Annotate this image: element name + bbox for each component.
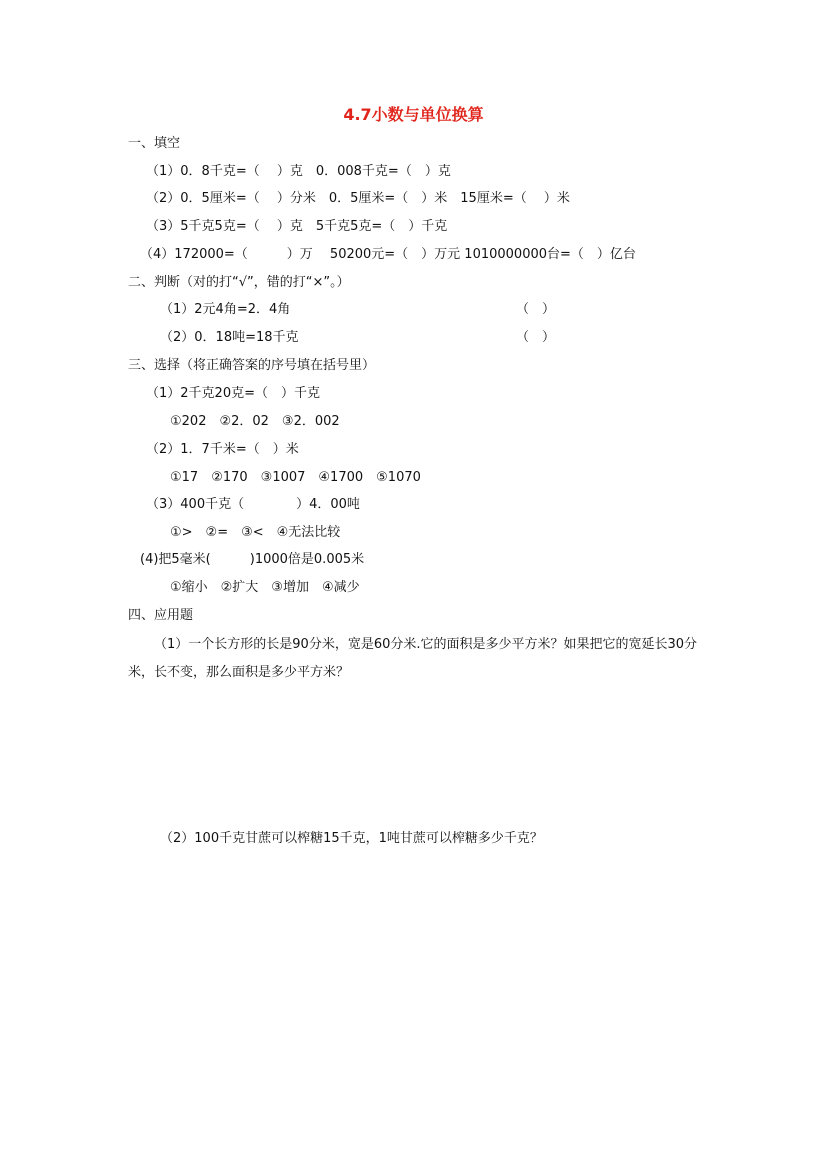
- apply-question-1-text: （1）一个长方形的长是90分米，宽是60分米.它的面积是多少平方米？如果把它的宽延长30分米，长不变，那么面积是多少平方米？: [128, 637, 698, 680]
- choose-options-3: ①> ②= ③< ④无法比较: [170, 525, 341, 540]
- apply-question-1: [128, 631, 718, 687]
- section-heading-fill: 一、填空: [128, 136, 181, 151]
- fill-item-2: （2）0．5厘米=（ ）分米 0．5厘米=（ ）米 15厘米=（ ）米: [146, 191, 570, 206]
- section-heading-judge: 二、判断（对的打“√”，错的打“×”。）: [128, 275, 350, 290]
- judge-answer-2: （ ）: [516, 330, 556, 345]
- choose-question-4: (4)把5毫米( )1000倍是0.005米: [140, 552, 365, 567]
- choose-options-4: ①缩小 ②扩大 ③增加 ④减少: [170, 580, 360, 595]
- judge-item-1: （1）2元4角=2．4角: [160, 302, 291, 317]
- judge-answer-1: （ ）: [516, 302, 556, 317]
- choose-options-1: ①202 ②2．02 ③2．002: [170, 414, 340, 429]
- choose-question-1: （1）2千克20克=（ ）千克: [146, 386, 320, 401]
- section-heading-apply: 四、应用题: [128, 608, 194, 623]
- fill-item-1: （1）0．8千克=（ ）克 0．008千克=（ ）克: [146, 164, 451, 179]
- apply-question-2: （2）100千克甘蔗可以榨糖15千克，1吨甘蔗可以榨糖多少千克？: [160, 831, 543, 846]
- judge-item-2: （2）0．18吨=18千克: [160, 330, 299, 345]
- page-title: 4.7小数与单位换算: [343, 105, 484, 124]
- fill-item-3: （3）5千克5克=（ ）克 5千克5克=（ ）千克: [146, 219, 448, 234]
- choose-options-2: ①17 ②170 ③1007 ④1700 ⑤1070: [170, 470, 421, 485]
- fill-item-4: （4）172000=（ ）万 50200元=（ ）万元 1010000000台=（ ）亿台: [140, 247, 636, 262]
- section-heading-choose: 三、选择（将正确答案的序号填在括号里）: [128, 358, 376, 373]
- choose-question-2: （2）1．7千米=（ ）米: [146, 442, 299, 457]
- choose-question-3: （3）400千克（ ）4．00吨: [146, 497, 360, 512]
